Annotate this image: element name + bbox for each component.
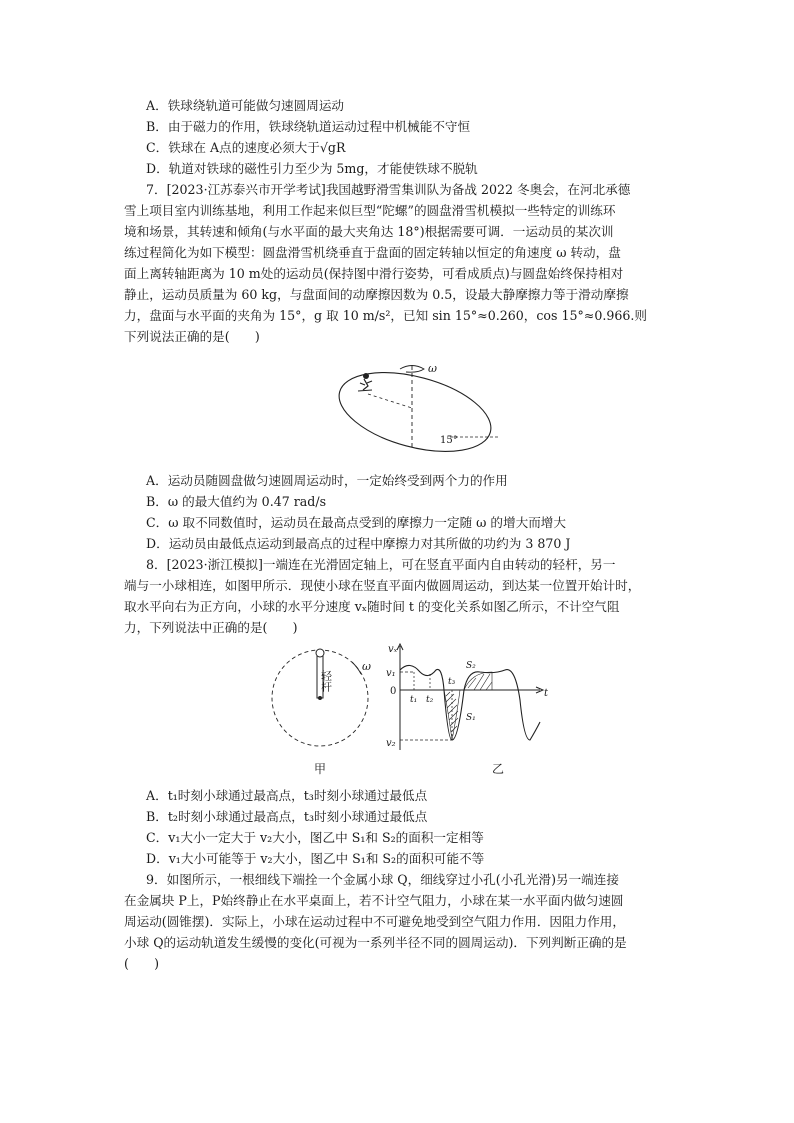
fig-yi-vx-t-graph (380, 640, 560, 780)
ball (316, 649, 324, 657)
omega-label-jia: ω (362, 660, 371, 673)
caption-yi: 乙 (492, 762, 505, 776)
rod-label: 轻杆 (319, 670, 333, 692)
q7-option-a: A．运动员随圆盘做匀速圆周运动时，一定始终受到两个力的作用 (146, 473, 508, 488)
q7-option-b: B．ω 的最大值约为 0.47 rad/s (146, 494, 327, 509)
q7-line-8: 下列说法正确的是( ) (124, 329, 260, 344)
pivot (318, 696, 322, 700)
q7-line-2: 雪上项目室内训练基地，利用工作起来似巨型“陀螺”的圆盘滑雪机模拟一些特定的训练环 (124, 203, 616, 218)
v1-label: v₁ (386, 668, 396, 679)
q8-line-1: 8．[2023·浙江模拟]一端连在光滑固定轴上，可在竖直平面内自由转动的轻杆，另一 (146, 557, 616, 572)
rotation-arrow-jia (352, 662, 361, 674)
t1-label: t₁ (410, 695, 418, 705)
q8-option-a: A．t₁时刻小球通过最高点，t₃时刻小球通过最低点 (146, 788, 428, 803)
t3-label: t₃ (448, 677, 456, 687)
v2-label: v₂ (386, 738, 396, 749)
q8-line-3: 取水平向右为正方向，小球的水平分速度 vₓ随时间 t 的变化关系如图乙所示，不计空气阻 (124, 599, 620, 614)
s2-label: S₂ (466, 661, 476, 671)
skier-radius-line (368, 394, 412, 408)
q8-option-b: B．t₂时刻小球通过最高点，t₃时刻小球通过最低点 (146, 809, 428, 824)
s1-label: S₁ (466, 713, 476, 723)
vx-curve (400, 665, 540, 740)
omega-label: ω (428, 362, 437, 375)
fig-jia-rod-circle (268, 640, 380, 780)
t-axis-label: t (544, 688, 549, 699)
t2-label: t₂ (426, 695, 434, 705)
vx-axis-label: vₓ (388, 644, 398, 655)
q7-line-7: 力，盘面与水平面的夹角为 15°，g 取 10 m/s²，已知 sin 15°≈0.260，cos 15°≈0.966.则 (124, 308, 647, 323)
caption-jia: 甲 (314, 762, 327, 776)
q8-line-2: 端与一小球相连，如图甲所示．现使小球在竖直平面内做圆周运动，到达某一位置开始计时， (124, 578, 641, 593)
q9-line-1: 9．如图所示，一根细线下端拴一个金属小球 Q，细线穿过小孔(小孔光滑)另一端连接 (146, 872, 619, 887)
q7-option-c: C．ω 取不同数值时，运动员在最高点受到的摩擦力一定随 ω 的增大而增大 (146, 515, 566, 530)
q7-line-3: 境和场景，其转速和倾角(与水平面的最大夹角达 18°)根据需要可调．一运动员的某次训 (124, 224, 614, 239)
q9-line-3: 周运动(圆锥摆)．实际上，小球在运动过程中不可避免地受到空气阻力作用．因阻力作用， (124, 914, 625, 929)
zero-label: 0 (390, 686, 397, 697)
angle-label: 15° (440, 435, 458, 446)
q7-option-d: D．运动员由最低点运动到最高点的过程中摩擦力对其所做的功约为 3 870 J (146, 536, 571, 551)
q9-line-4: 小球 Q的运动轨道发生缓慢的变化(可视为一系列半径不同的圆周运动)．下列判断正确的是 (124, 935, 627, 950)
q7-line-6: 静止，运动员质量为 60 kg，与盘面间的动摩擦因数为 0.5，设最大静摩擦力等于滑动摩擦 (124, 287, 629, 302)
q9-line-5: ( ) (124, 956, 160, 971)
disc-ellipse (331, 358, 500, 460)
q7-disc-figure (320, 350, 510, 460)
q8-option-c: C．v₁大小一定大于 v₂大小，图乙中 S₁和 S₂的面积一定相等 (146, 830, 484, 845)
q7-line-5: 面上离转轴距离为 10 m处的运动员(保持图中滑行姿势，可看成质点)与圆盘始终保持相对 (124, 266, 624, 281)
q6-option-a: A．铁球绕轨道可能做匀速圆周运动 (146, 98, 345, 113)
q6-option-c: C．铁球在 A点的速度必须大于√gR (146, 140, 346, 155)
q9-line-2: 在金属块 P上，P始终静止在水平桌面上，若不计空气阻力，小球在某一水平面内做匀速圆 (124, 893, 624, 908)
q6-option-d: D．轨道对铁球的磁性引力至少为 5mg，才能使铁球不脱轨 (146, 161, 478, 176)
area-s2-hatch (468, 674, 492, 690)
q8-line-4: 力，下列说法中正确的是( ) (124, 620, 298, 635)
q7-line-1: 7．[2023·江苏泰兴市开学考试]我国越野滑雪集训队为备战 2022 冬奥会，在河北承德 (146, 182, 631, 197)
q8-option-d: D．v₁大小可能等于 v₂大小，图乙中 S₁和 S₂的面积可能不等 (146, 851, 485, 866)
q6-option-b: B．由于磁力的作用，铁球绕轨道运动过程中机械能不守恒 (146, 119, 471, 134)
q7-line-4: 练过程简化为如下模型：圆盘滑雪机绕垂直于盘面的固定转轴以恒定的角速度 ω 转动，盘 (124, 245, 621, 260)
